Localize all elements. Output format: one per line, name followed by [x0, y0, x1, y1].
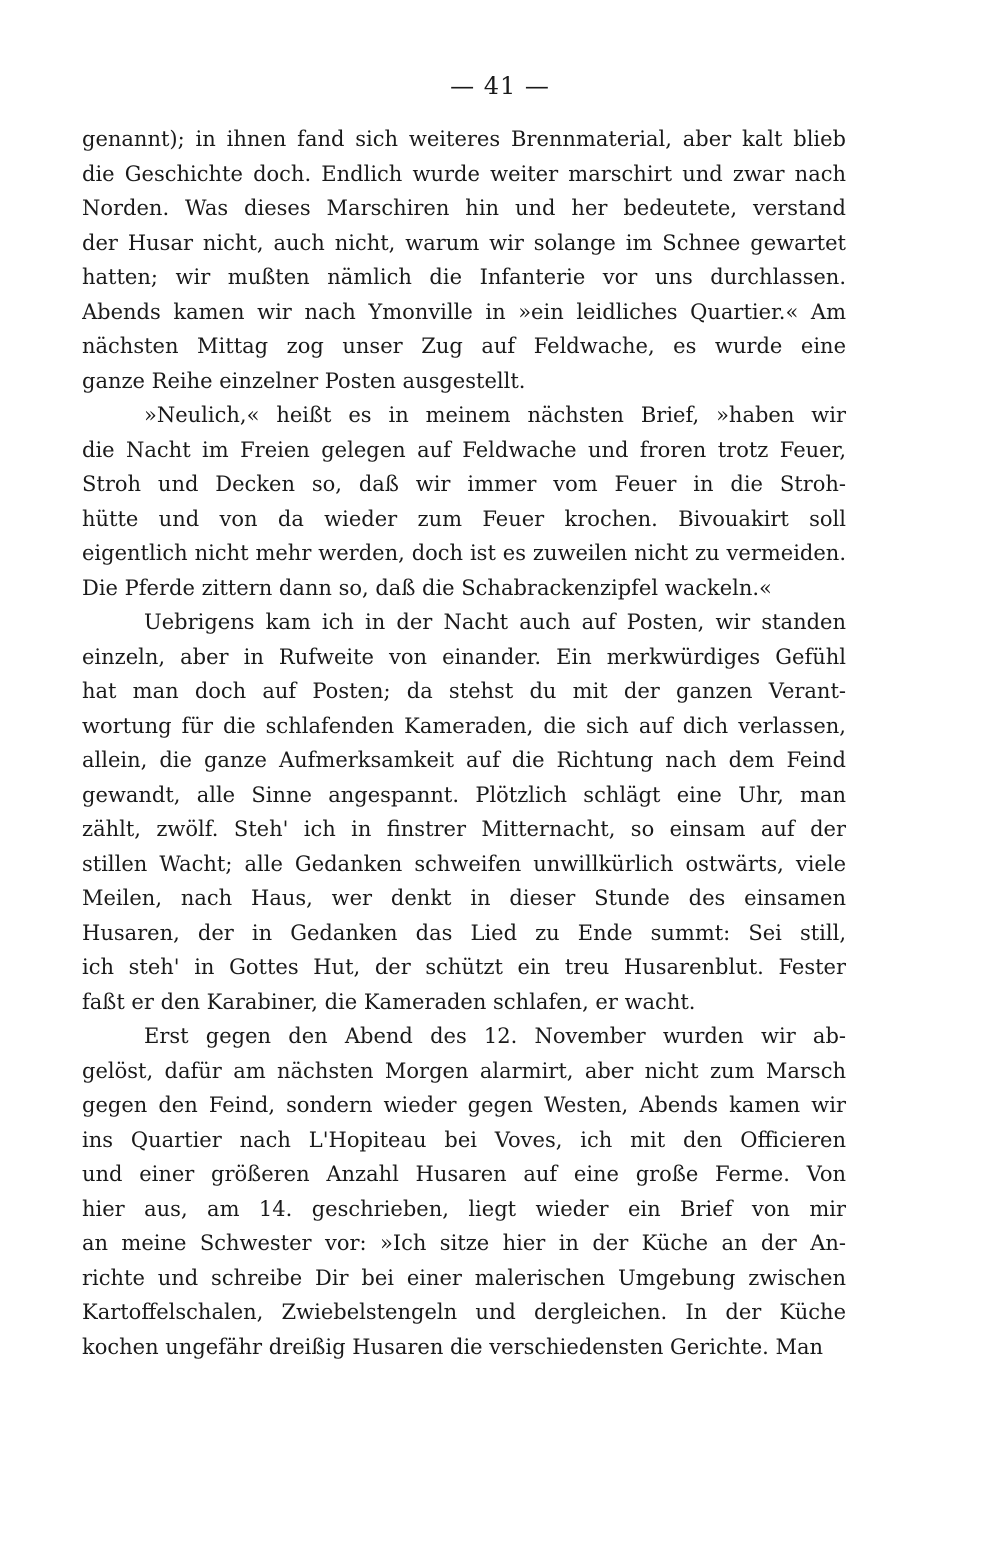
text-line: Erst gegen den Abend des 12. November wurden wir ab-	[144, 1024, 846, 1048]
text-line: gegen den Feind, sondern wieder gegen Westen, Abends kamen wir	[82, 1093, 846, 1117]
text-line: die Geschichte doch. Endlich wurde weiter marschirt und zwar nach	[82, 161, 846, 186]
text-line: richte und schreibe Dir bei einer malerischen Umgebung zwischen	[82, 1265, 846, 1290]
text-line: Stroh und Decken so, daß wir immer vom Feuer in die Stroh-	[82, 472, 846, 496]
text-line: kochen ungefähr dreißig Husaren die verschiedensten Gerichte. Man	[82, 1334, 824, 1359]
text-line: faßt er den Karabiner, die Kameraden schlafen, er wacht.	[82, 989, 696, 1014]
text-line: zählt, zwölf. Steh' ich in finstrer Mitternacht, so einsam auf der	[82, 817, 846, 841]
text-line: hat man doch auf Posten; da stehst du mit der ganzen Verant-	[82, 679, 846, 703]
paragraph	[82, 122, 846, 398]
paragraph	[82, 1019, 846, 1364]
text-line: Husaren, der in Gedanken das Lied zu Ende summt: Sei still,	[82, 920, 846, 945]
text-line: gelöst, dafür am nächsten Morgen alarmirt, aber nicht zum Marsch	[82, 1058, 846, 1083]
paragraph	[82, 605, 846, 1019]
text-line: an meine Schwester vor: »Ich sitze hier in der Küche an der An-	[82, 1231, 846, 1255]
text-line: einzeln, aber in Rufweite von einander. Ein merkwürdiges Gefühl	[82, 644, 846, 669]
text-line: ins Quartier nach L'Hopiteau bei Voves, ich mit den Officieren	[82, 1127, 846, 1152]
text-line: allein, die ganze Aufmerksamkeit auf die Richtung nach dem Feind	[82, 748, 846, 772]
text-line: wortung für die schlafenden Kameraden, die sich auf dich verlassen,	[82, 713, 846, 738]
text-line: hier aus, am 14. geschrieben, liegt wieder ein Brief von mir	[82, 1196, 846, 1221]
text-line: Abends kamen wir nach Ymonville in »ein leidliches Quartier.« Am	[82, 299, 846, 324]
text-line: der Husar nicht, auch nicht, warum wir solange im Schnee gewartet	[82, 230, 846, 255]
text-line: und einer größeren Anzahl Husaren auf eine große Ferme. Von	[82, 1162, 846, 1186]
text-line: genannt); in ihnen fand sich weiteres Brennmaterial, aber kalt blieb	[82, 127, 846, 151]
text-line: ganze Reihe einzelner Posten ausgestellt.	[82, 368, 526, 393]
text-line: hütte und von da wieder zum Feuer krochen. Bivouakirt soll	[82, 506, 846, 531]
text-line: eigentlich nicht mehr werden, doch ist es zuweilen nicht zu vermeiden.	[82, 541, 846, 565]
paragraph	[82, 398, 846, 605]
text-line: »Neulich,« heißt es in meinem nächsten Brief, »haben wir	[144, 403, 846, 427]
text-line: Die Pferde zittern dann so, daß die Schabrackenzipfel wackeln.«	[82, 575, 772, 600]
text-line: Uebrigens kam ich in der Nacht auch auf Posten, wir standen	[144, 610, 846, 634]
text-line: stillen Wacht; alle Gedanken schweifen unwillkürlich ostwärts, viele	[82, 851, 846, 876]
body-text	[82, 122, 846, 1364]
text-line: die Nacht im Freien gelegen auf Feldwache und froren trotz Feuer,	[82, 437, 846, 462]
text-line: nächsten Mittag zog unser Zug auf Feldwache, es wurde eine	[82, 334, 846, 358]
text-line: hatten; wir mußten nämlich die Infanterie vor uns durchlassen.	[82, 265, 846, 289]
text-line: gewandt, alle Sinne angespannt. Plötzlich schlägt eine Uhr, man	[82, 782, 846, 807]
text-line: Norden. Was dieses Marschiren hin und her bedeutete, verstand	[82, 196, 846, 220]
page-number: — 41 —	[450, 72, 550, 100]
text-line: ich steh' in Gottes Hut, der schützt ein treu Husarenblut. Fester	[82, 955, 846, 979]
text-line: Meilen, nach Haus, wer denkt in dieser Stunde des einsamen	[82, 886, 846, 910]
text-line: Kartoffelschalen, Zwiebelstengeln und dergleichen. In der Küche	[82, 1300, 846, 1324]
